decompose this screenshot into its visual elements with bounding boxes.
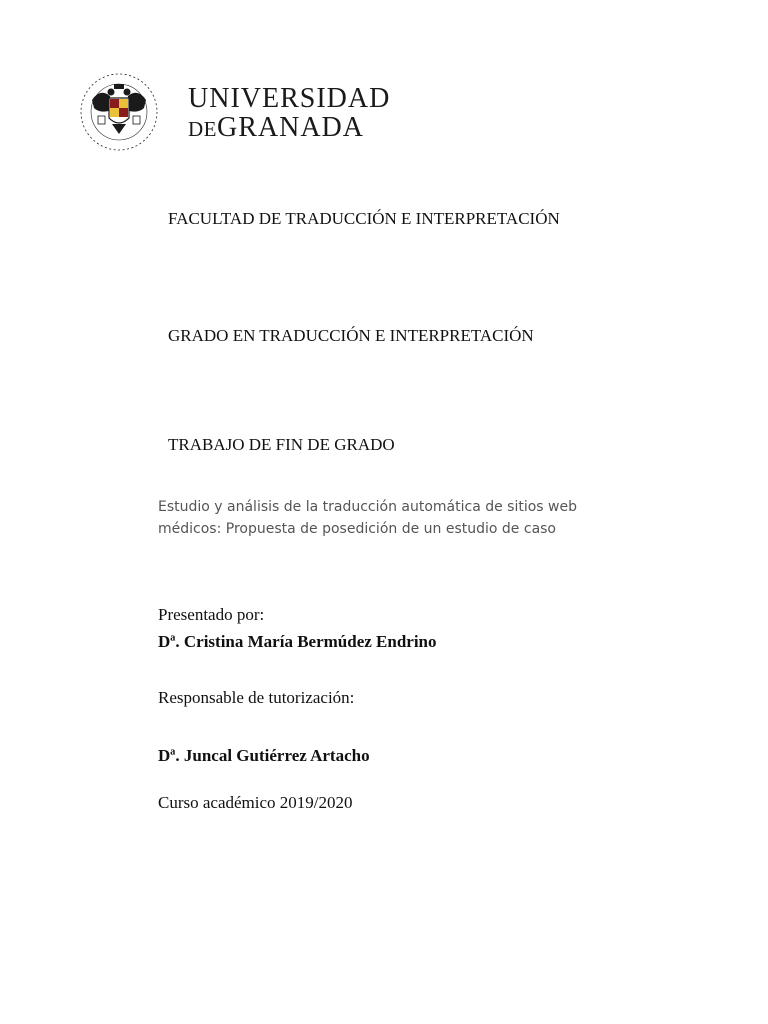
tutor-name: Dª. Juncal Gutiérrez Artacho xyxy=(158,746,370,765)
university-logo-wordmark xyxy=(188,84,390,144)
author-name: Dª. Cristina María Bermúdez Endrino xyxy=(158,632,437,651)
degree-heading: GRADO EN TRADUCCIÓN E INTERPRETACIÓN xyxy=(168,326,534,345)
tutor-label: Responsable de tutorización: xyxy=(158,688,355,707)
faculty-heading: FACULTAD DE TRADUCCIÓN E INTERPRETACIÓN xyxy=(168,209,560,228)
thesis-title-line1: Estudio y análisis de la traducción automática de sitios web xyxy=(158,499,577,515)
presented-by-label: Presentado por: xyxy=(158,605,265,624)
thesis-title xyxy=(158,496,628,540)
thesis-title-line2: médicos: Propuesta de posedición de un estudio de caso xyxy=(158,521,557,537)
university-name-line1: UNIVERSIDAD xyxy=(188,83,391,114)
work-type-heading: TRABAJO DE FIN DE GRADO xyxy=(168,435,395,454)
university-name-line2: DEGRANADA xyxy=(188,112,364,143)
university-seal-icon xyxy=(70,70,168,154)
academic-year: Curso académico 2019/2020 xyxy=(158,793,353,812)
